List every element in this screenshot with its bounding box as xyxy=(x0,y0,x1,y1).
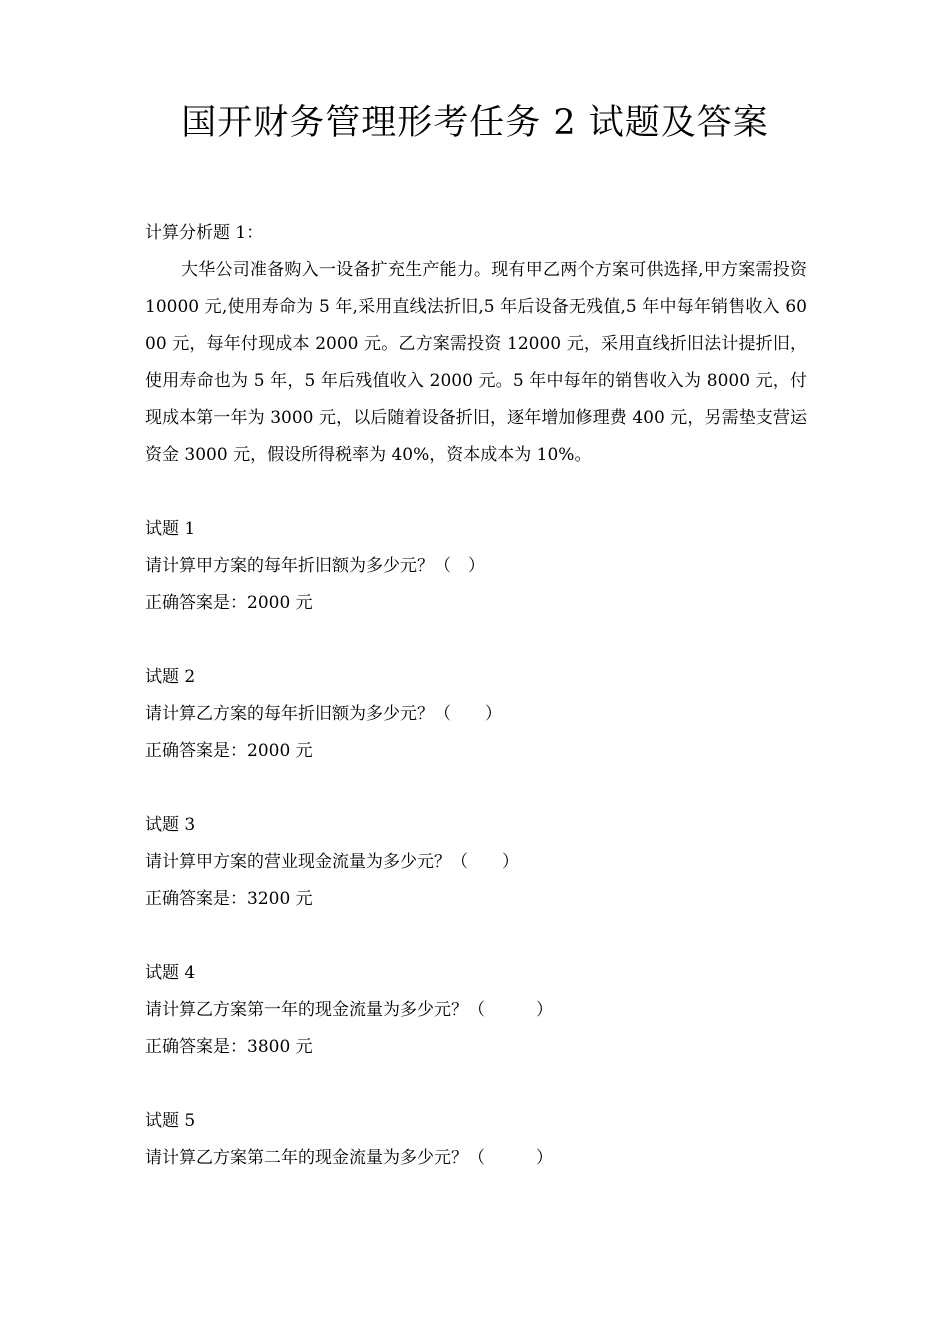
question-answer: 正确答案是：3800 元 xyxy=(145,1037,313,1057)
question-answer: 正确答案是：2000 元 xyxy=(145,741,313,761)
question-label: 试题 3 xyxy=(145,815,196,835)
question-label: 试题 2 xyxy=(145,667,196,687)
question-2 xyxy=(145,659,807,770)
question-text: 请计算乙方案第一年的现金流量为多少元？（ ） xyxy=(145,1000,553,1020)
question-3 xyxy=(145,807,807,918)
question-label: 试题 1 xyxy=(145,519,196,539)
question-text: 请计算乙方案第二年的现金流量为多少元？（ ） xyxy=(145,1148,553,1168)
document-title: 国开财务管理形考任务 2 试题及答案 xyxy=(181,103,769,143)
question-4 xyxy=(145,955,807,1066)
question-1 xyxy=(145,511,807,622)
question-text: 请计算乙方案的每年折旧额为多少元？（ ） xyxy=(145,704,502,724)
document-body xyxy=(145,215,807,1177)
question-text: 请计算甲方案的每年折旧额为多少元？（ ） xyxy=(145,556,485,576)
question-answer: 正确答案是：2000 元 xyxy=(145,593,313,613)
case-description: 大华公司准备购入一设备扩充生产能力。现有甲乙两个方案可供选择,甲方案需投资 10000 元,使用寿命为 5 年,采用直线法折旧,5 年后设备无残值,5 年中每年销售收入 6000 元，每年付现成本 2000 元。乙方案需投资 12000 元，采用直线折旧法计提折旧，使用寿命也为 5 年，5 年后残值收入 2000 元。5 年中每年的销售收入为 8000 元，付现成本第一年为 3000 元，以后随着设备折旧，逐年增加修理费 400 元，另需垫支营运资金 3000 元，假设所得税率为 40%，资本成本为 10%。 xyxy=(145,260,807,465)
question-label: 试题 5 xyxy=(145,1111,196,1131)
section-heading: 计算分析题 1： xyxy=(145,223,264,243)
question-text: 请计算甲方案的营业现金流量为多少元？（ ） xyxy=(145,852,519,872)
question-label: 试题 4 xyxy=(145,963,196,983)
question-answer: 正确答案是：3200 元 xyxy=(145,889,313,909)
question-5 xyxy=(145,1103,807,1177)
